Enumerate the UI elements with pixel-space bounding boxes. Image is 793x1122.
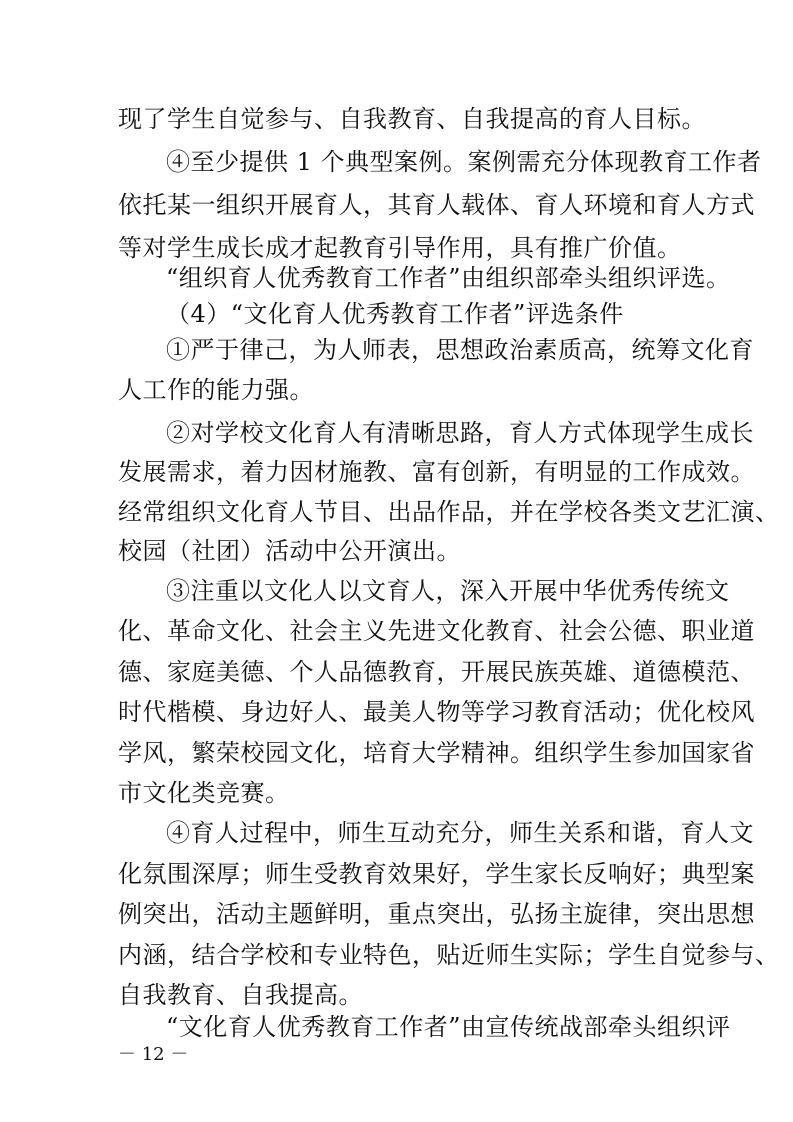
text-line-1: 现了学生自觉参与、自我教育、自我提高的育人目标。 <box>118 105 706 133</box>
text-line-8: 人工作的能力强。 <box>118 376 314 404</box>
text-line-13: ③注重以文化人以文育人，深入开展中华优秀传统文 <box>166 577 730 605</box>
text-line-24: “文化育人优秀教育工作者”由宣传统战部牵头组织评 <box>166 1013 731 1041</box>
text-line-12: 校园（社团）活动中公开演出。 <box>118 537 461 565</box>
text-line-7: ①严于律己，为人师表，思想政治素质高，统筹文化育 <box>166 336 754 364</box>
text-line-18: 市文化类竞赛。 <box>118 779 290 807</box>
page-number: － 12 － <box>118 1044 189 1065</box>
text-line-10: 发展需求，着力因材施教、富有创新，有明显的工作成效。 <box>118 458 755 486</box>
text-line-5: “组织育人优秀教育工作者”由组织部牵头组织评选。 <box>166 264 731 292</box>
text-line-14: 化、革命文化、社会主义先进文化教育、社会公德、职业道 <box>118 617 755 645</box>
text-line-17: 学风，繁荣校园文化，培育大学精神。组织学生参加国家省 <box>118 739 755 767</box>
text-line-22: 内涵，结合学校和专业特色，贴近师生实际；学生自觉参与、 <box>118 941 780 969</box>
text-line-19: ④育人过程中，师生互动充分，师生关系和谐，育人文 <box>166 819 754 847</box>
text-line-3: 依托某一组织开展育人，其育人载体、育人环境和育人方式 <box>118 191 755 219</box>
section-heading: （4）“文化育人优秀教育工作者”评选条件 <box>166 300 624 328</box>
text-line-9: ②对学校文化育人有清晰思路，育人方式体现学生成长 <box>166 419 754 447</box>
text-line-21: 例突出，活动主题鲜明，重点突出，弘扬主旋律，突出思想 <box>118 900 755 928</box>
text-line-4: 等对学生成长成才起教育引导作用，具有推广价值。 <box>118 234 682 262</box>
text-line-20: 化氛围深厚；师生受教育效果好，学生家长反响好；典型案 <box>118 860 755 888</box>
text-line-15: 德、家庭美德、个人品德教育，开展民族英雄、道德模范、 <box>118 658 755 686</box>
text-line-23: 自我教育、自我提高。 <box>118 981 363 1009</box>
text-line-11: 经常组织文化育人节目、出品作品，并在学校各类文艺汇演、 <box>118 498 780 526</box>
text-line-2: ④至少提供 1 个典型案例。案例需充分体现教育工作者 <box>166 148 762 176</box>
text-line-16: 时代楷模、身边好人、最美人物等学习教育活动；优化校风 <box>118 698 755 726</box>
